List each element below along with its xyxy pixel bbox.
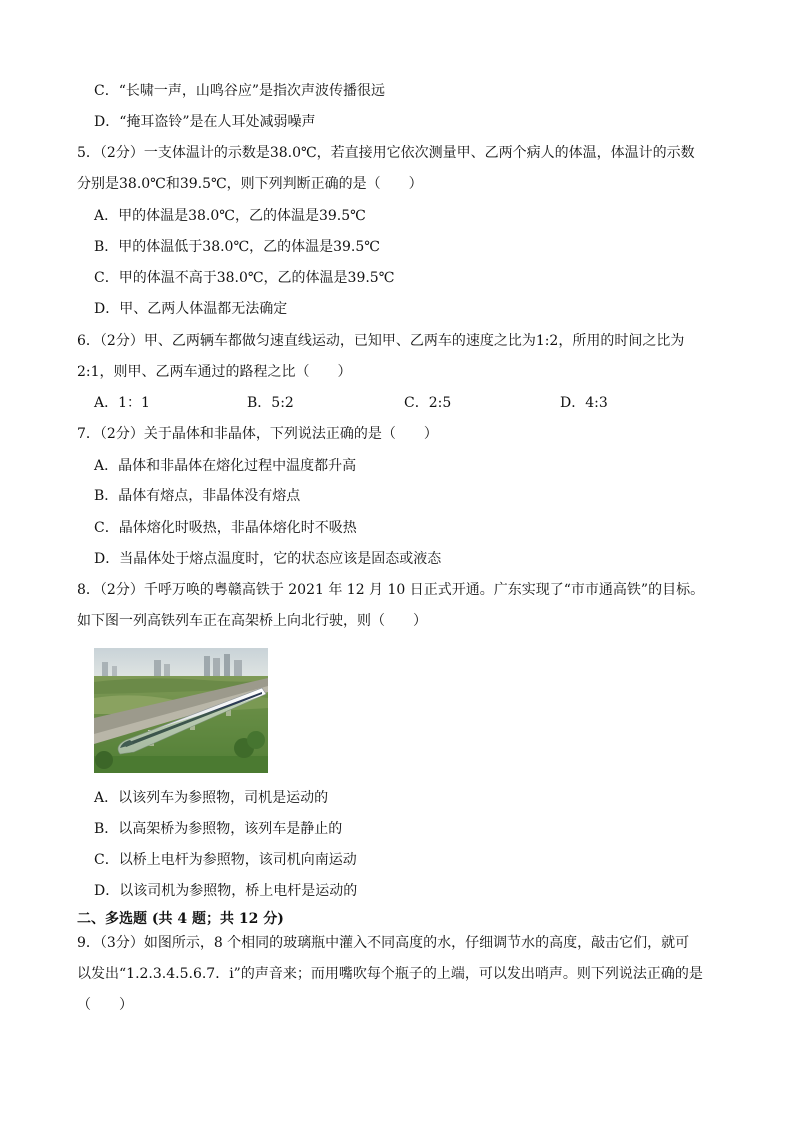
q7-option-c: C．晶体熔化时吸热，非晶体熔化时不吸热 xyxy=(94,520,357,536)
q8-option-d: D．以该司机为参照物，桥上电杆是运动的 xyxy=(94,883,358,899)
q7-option-b: B．晶体有熔点，非晶体没有熔点 xyxy=(94,488,301,504)
q9-stem-line2: 以发出“1.2.3.4.5.6.7．i”的声音来；而用嘴吹每个瓶子的上端，可以发出哨声。则下列说法正确的是 xyxy=(77,966,703,982)
q5-stem-line1: 5．（2分）一支体温计的示数是38.0℃，若直接用它依次测量甲、乙两个病人的体温，体温计的示数 xyxy=(77,145,695,161)
q6-option-b: B．5:2 xyxy=(247,395,294,411)
q6-stem-line1: 6．（2分）甲、乙两辆车都做匀速直线运动，已知甲、乙两车的速度之比为1:2，所用的时间之比为 xyxy=(77,333,685,349)
q5-option-a: A．甲的体温是38.0℃，乙的体温是39.5℃ xyxy=(94,208,366,224)
q5-option-c: C．甲的体温不高于38.0℃，乙的体温是39.5℃ xyxy=(94,270,395,286)
high-speed-train-photo xyxy=(94,648,268,773)
q8-option-c: C．以桥上电杆为参照物，该司机向南运动 xyxy=(94,852,357,868)
q4-option-d: D．“掩耳盗铃”是在人耳处减弱噪声 xyxy=(94,114,316,130)
q6-stem-line2: 2:1，则甲、乙两车通过的路程之比（ ） xyxy=(77,364,352,380)
q8-option-b: B．以高架桥为参照物，该列车是静止的 xyxy=(94,821,343,837)
q4-option-c: C．“长啸一声，山鸣谷应”是指次声波传播很远 xyxy=(94,83,386,99)
q7-option-a: A．晶体和非晶体在熔化过程中温度都升高 xyxy=(94,458,357,474)
q7-option-d: D．当晶体处于熔点温度时，它的状态应该是固态或液态 xyxy=(94,551,442,567)
q8-option-a: A．以该列车为参照物，司机是运动的 xyxy=(94,790,329,806)
q9-stem-line3: （ ） xyxy=(77,997,133,1013)
q6-option-a: A．1：1 xyxy=(94,395,150,411)
q5-stem-line2: 分别是38.0℃和39.5℃，则下列判断正确的是（ ） xyxy=(77,176,423,192)
q5-option-d: D．甲、乙两人体温都无法确定 xyxy=(94,301,288,317)
q9-stem-line1: 9．（3分）如图所示，8 个相同的玻璃瓶中灌入不同高度的水，仔细调节水的高度，敲击它们，就可 xyxy=(77,935,690,951)
q6-option-d: D．4:3 xyxy=(560,395,608,411)
q5-option-b: B．甲的体温低于38.0℃，乙的体温是39.5℃ xyxy=(94,239,380,255)
q8-stem-line2: 如下图一列高铁列车正在高架桥上向北行驶，则（ ） xyxy=(77,613,427,629)
section-heading-multiple-choice: 二、多选题 (共 4 题；共 12 分) xyxy=(77,911,284,927)
q6-option-c: C．2:5 xyxy=(404,395,452,411)
q8-stem-line1: 8．（2分）千呼万唤的粤赣高铁于 2021 年 12 月 10 日正式开通。广东实现了“市市通高铁”的目标。 xyxy=(77,582,705,598)
q7-stem: 7．（2分）关于晶体和非晶体，下列说法正确的是（ ） xyxy=(77,426,438,442)
